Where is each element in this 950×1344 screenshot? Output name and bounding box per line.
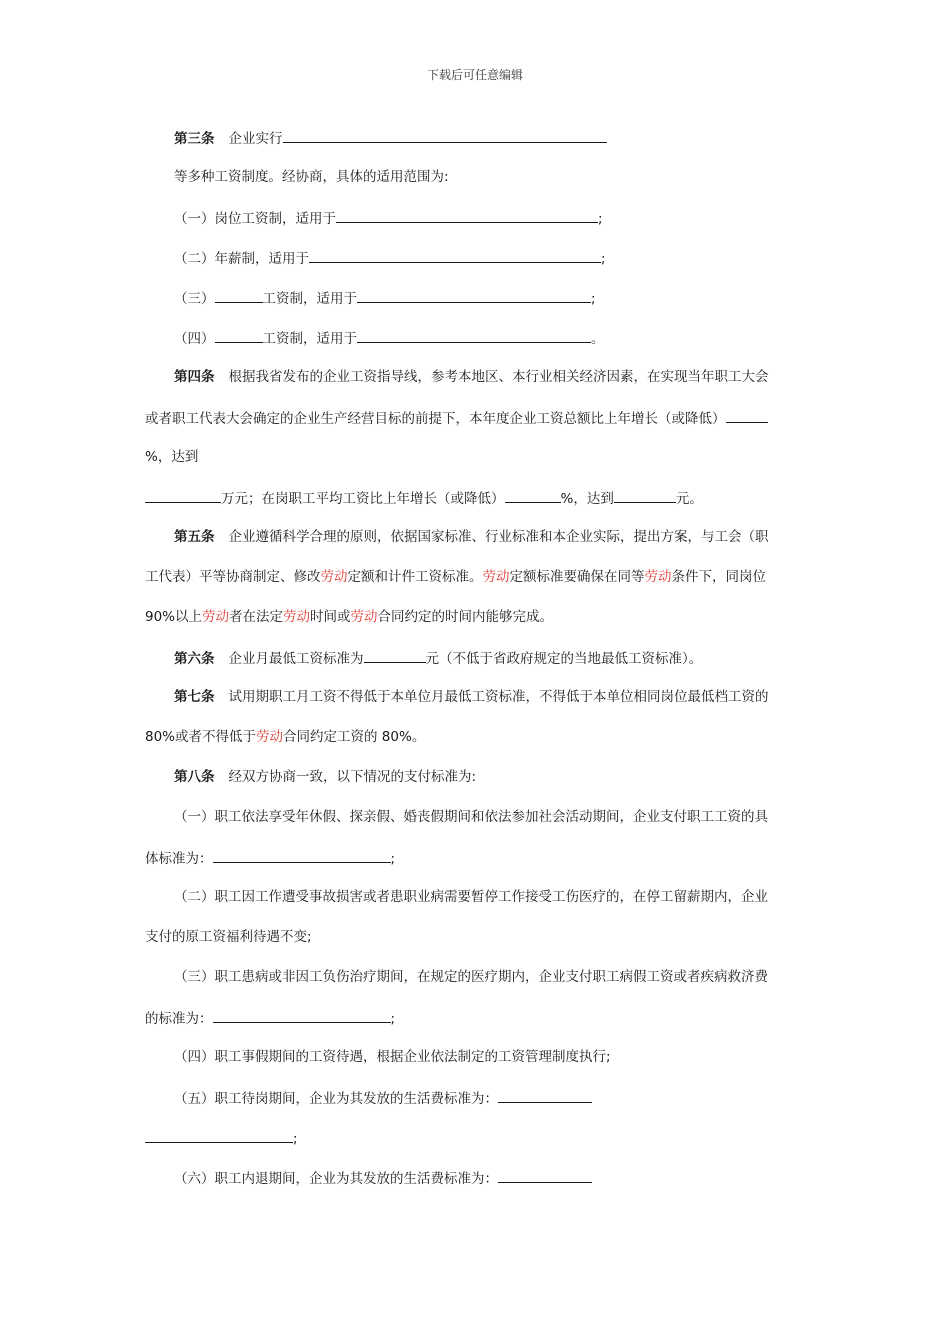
article-5-text: 定额标准要确保在同等	[509, 569, 645, 585]
article-4-text: 万元；在岗职工平均工资比上年增长（或降低）	[221, 491, 505, 507]
article-8-item-3-line-2	[145, 1007, 395, 1029]
highlight-term: 劳动	[320, 569, 348, 585]
article-6-title: 第六条	[174, 651, 215, 667]
blank-field[interactable]	[726, 407, 768, 423]
article-5-text: 90%以上	[145, 609, 203, 625]
article-4-line-2	[145, 407, 768, 429]
item-punct: ;	[601, 251, 606, 267]
article-4-line-4	[145, 487, 703, 509]
article-8-item-2-line-2: 支付的原工资福利待遇不变;	[145, 929, 312, 945]
item-punct: ;	[598, 211, 603, 227]
article-5-text: 合同约定的时间内能够完成。	[377, 609, 554, 625]
article-8-text: 经双方协商一致，以下情况的支付标准为:	[228, 769, 477, 785]
article-5-title: 第五条	[174, 529, 215, 545]
article-7-line-2	[145, 727, 425, 747]
blank-field[interactable]	[614, 487, 676, 503]
article-3-item-3	[174, 287, 596, 309]
article-7-text: 80%或者不得低于	[145, 729, 257, 745]
article-4-line-1	[174, 367, 769, 387]
article-6-text: 企业月最低工资标准为	[228, 651, 364, 667]
highlight-term: 劳动	[644, 569, 672, 585]
article-7-text: 合同约定工资的 80%。	[283, 729, 426, 745]
article-8-item-6-line-1	[174, 1167, 592, 1189]
item-text: 工资制，适用于	[262, 291, 357, 307]
article-8-item-3-line-1: （三）职工患病或非因工负伤治疗期间，在规定的医疗期内，企业支付职工病假工资或者疾病救济费	[174, 969, 768, 985]
article-7-title: 第七条	[174, 689, 215, 705]
article-8-text: 体标准为：	[145, 851, 213, 867]
article-6-line-1	[174, 647, 702, 669]
highlight-term: 劳动	[256, 729, 284, 745]
blank-field[interactable]	[336, 207, 598, 223]
blank-field[interactable]	[505, 487, 561, 503]
article-7-line-1	[174, 687, 769, 707]
article-8-text: （六）职工内退期间，企业为其发放的生活费标准为：	[174, 1171, 498, 1187]
article-4-title: 第四条	[174, 369, 215, 385]
article-4-text: 根据我省发布的企业工资指导线，参考本地区、本行业相关经济因素，在实现当年职工大会	[228, 369, 769, 385]
item-text: （一）岗位工资制，适用于	[174, 211, 336, 227]
article-5-line-1	[174, 527, 769, 547]
blank-field[interactable]	[145, 487, 221, 503]
article-3-line-1	[174, 127, 607, 149]
article-7-text: 试用期职工月工资不得低于本单位月最低工资标准，不得低于本单位相同岗位最低档工资的	[228, 689, 769, 705]
item-text: （三）	[174, 291, 215, 307]
highlight-term: 劳动	[283, 609, 311, 625]
article-5-text: 定额和计件工资标准。	[347, 569, 483, 585]
article-8-item-1-line-1: （一）职工依法享受年休假、探亲假、婚丧假期间和依法参加社会活动期间，企业支付职工工资的具	[174, 809, 768, 825]
blank-field[interactable]	[364, 647, 426, 663]
page-header: 下载后可任意编辑	[426, 68, 523, 82]
article-3-item-4	[174, 327, 605, 349]
item-punct: ;	[390, 851, 396, 867]
article-3-text: 企业实行	[228, 131, 283, 147]
blank-field[interactable]	[215, 327, 263, 343]
item-punct: ;	[390, 1011, 396, 1027]
article-5-text: 时间或	[310, 609, 351, 625]
article-8-line-1	[174, 767, 476, 787]
article-5-text: 者在法定	[229, 609, 284, 625]
blank-field[interactable]	[498, 1167, 592, 1183]
article-4-text: 元。	[675, 491, 703, 507]
blank-field[interactable]	[145, 1127, 293, 1143]
article-5-text: 工代表）平等协商制定、修改	[145, 569, 321, 585]
blank-field[interactable]	[213, 1007, 391, 1023]
article-8-item-2-line-1: （二）职工因工作遭受事故损害或者患职业病需要暂停工作接受工伤医疗的，在停工留薪期内，企业	[174, 889, 768, 905]
article-8-title: 第八条	[174, 769, 215, 785]
article-8-item-5-line-1	[174, 1087, 592, 1109]
article-5-line-2	[145, 567, 766, 587]
article-8-text: 的标准为：	[145, 1011, 213, 1027]
item-text: （四）	[174, 331, 215, 347]
item-text: （二）年薪制，适用于	[174, 251, 309, 267]
article-8-text: （五）职工待岗期间，企业为其发放的生活费标准为：	[174, 1091, 498, 1107]
article-8-item-1-line-2	[145, 847, 395, 869]
blank-field[interactable]	[283, 127, 607, 143]
blank-field[interactable]	[498, 1087, 592, 1103]
blank-field[interactable]	[213, 847, 391, 863]
blank-field[interactable]	[357, 287, 591, 303]
article-5-text: 条件下，同岗位	[671, 569, 766, 585]
item-text: 工资制，适用于	[262, 331, 357, 347]
article-5-line-3	[145, 607, 553, 627]
article-3-line-2: 等多种工资制度。经协商，具体的适用范围为:	[174, 169, 449, 185]
article-6-text: 元（不低于省政府规定的当地最低工资标准）。	[425, 651, 703, 667]
blank-field[interactable]	[215, 287, 263, 303]
item-punct: 。	[591, 331, 605, 347]
article-4-line-3: %，达到	[145, 449, 199, 465]
article-4-text: %，达到	[560, 491, 614, 507]
item-punct: ;	[591, 291, 596, 307]
blank-field[interactable]	[357, 327, 591, 343]
article-5-text: 企业遵循科学合理的原则，依据国家标准、行业标准和本企业实际，提出方案，与工会（职	[228, 529, 769, 545]
article-4-text: 或者职工代表大会确定的企业生产经营目标的前提下，本年度企业工资总额比上年增长（或降低）	[145, 411, 726, 427]
article-8-item-5-line-2	[145, 1127, 298, 1149]
item-punct: ;	[293, 1131, 298, 1147]
article-8-item-4: （四）职工事假期间的工资待遇，根据企业依法制定的工资管理制度执行;	[174, 1049, 611, 1065]
article-3-item-2	[174, 247, 606, 269]
article-3-title: 第三条	[174, 131, 215, 147]
blank-field[interactable]	[309, 247, 601, 263]
highlight-term: 劳动	[350, 609, 378, 625]
highlight-term: 劳动	[482, 569, 510, 585]
highlight-term: 劳动	[202, 609, 230, 625]
article-3-item-1	[174, 207, 603, 229]
